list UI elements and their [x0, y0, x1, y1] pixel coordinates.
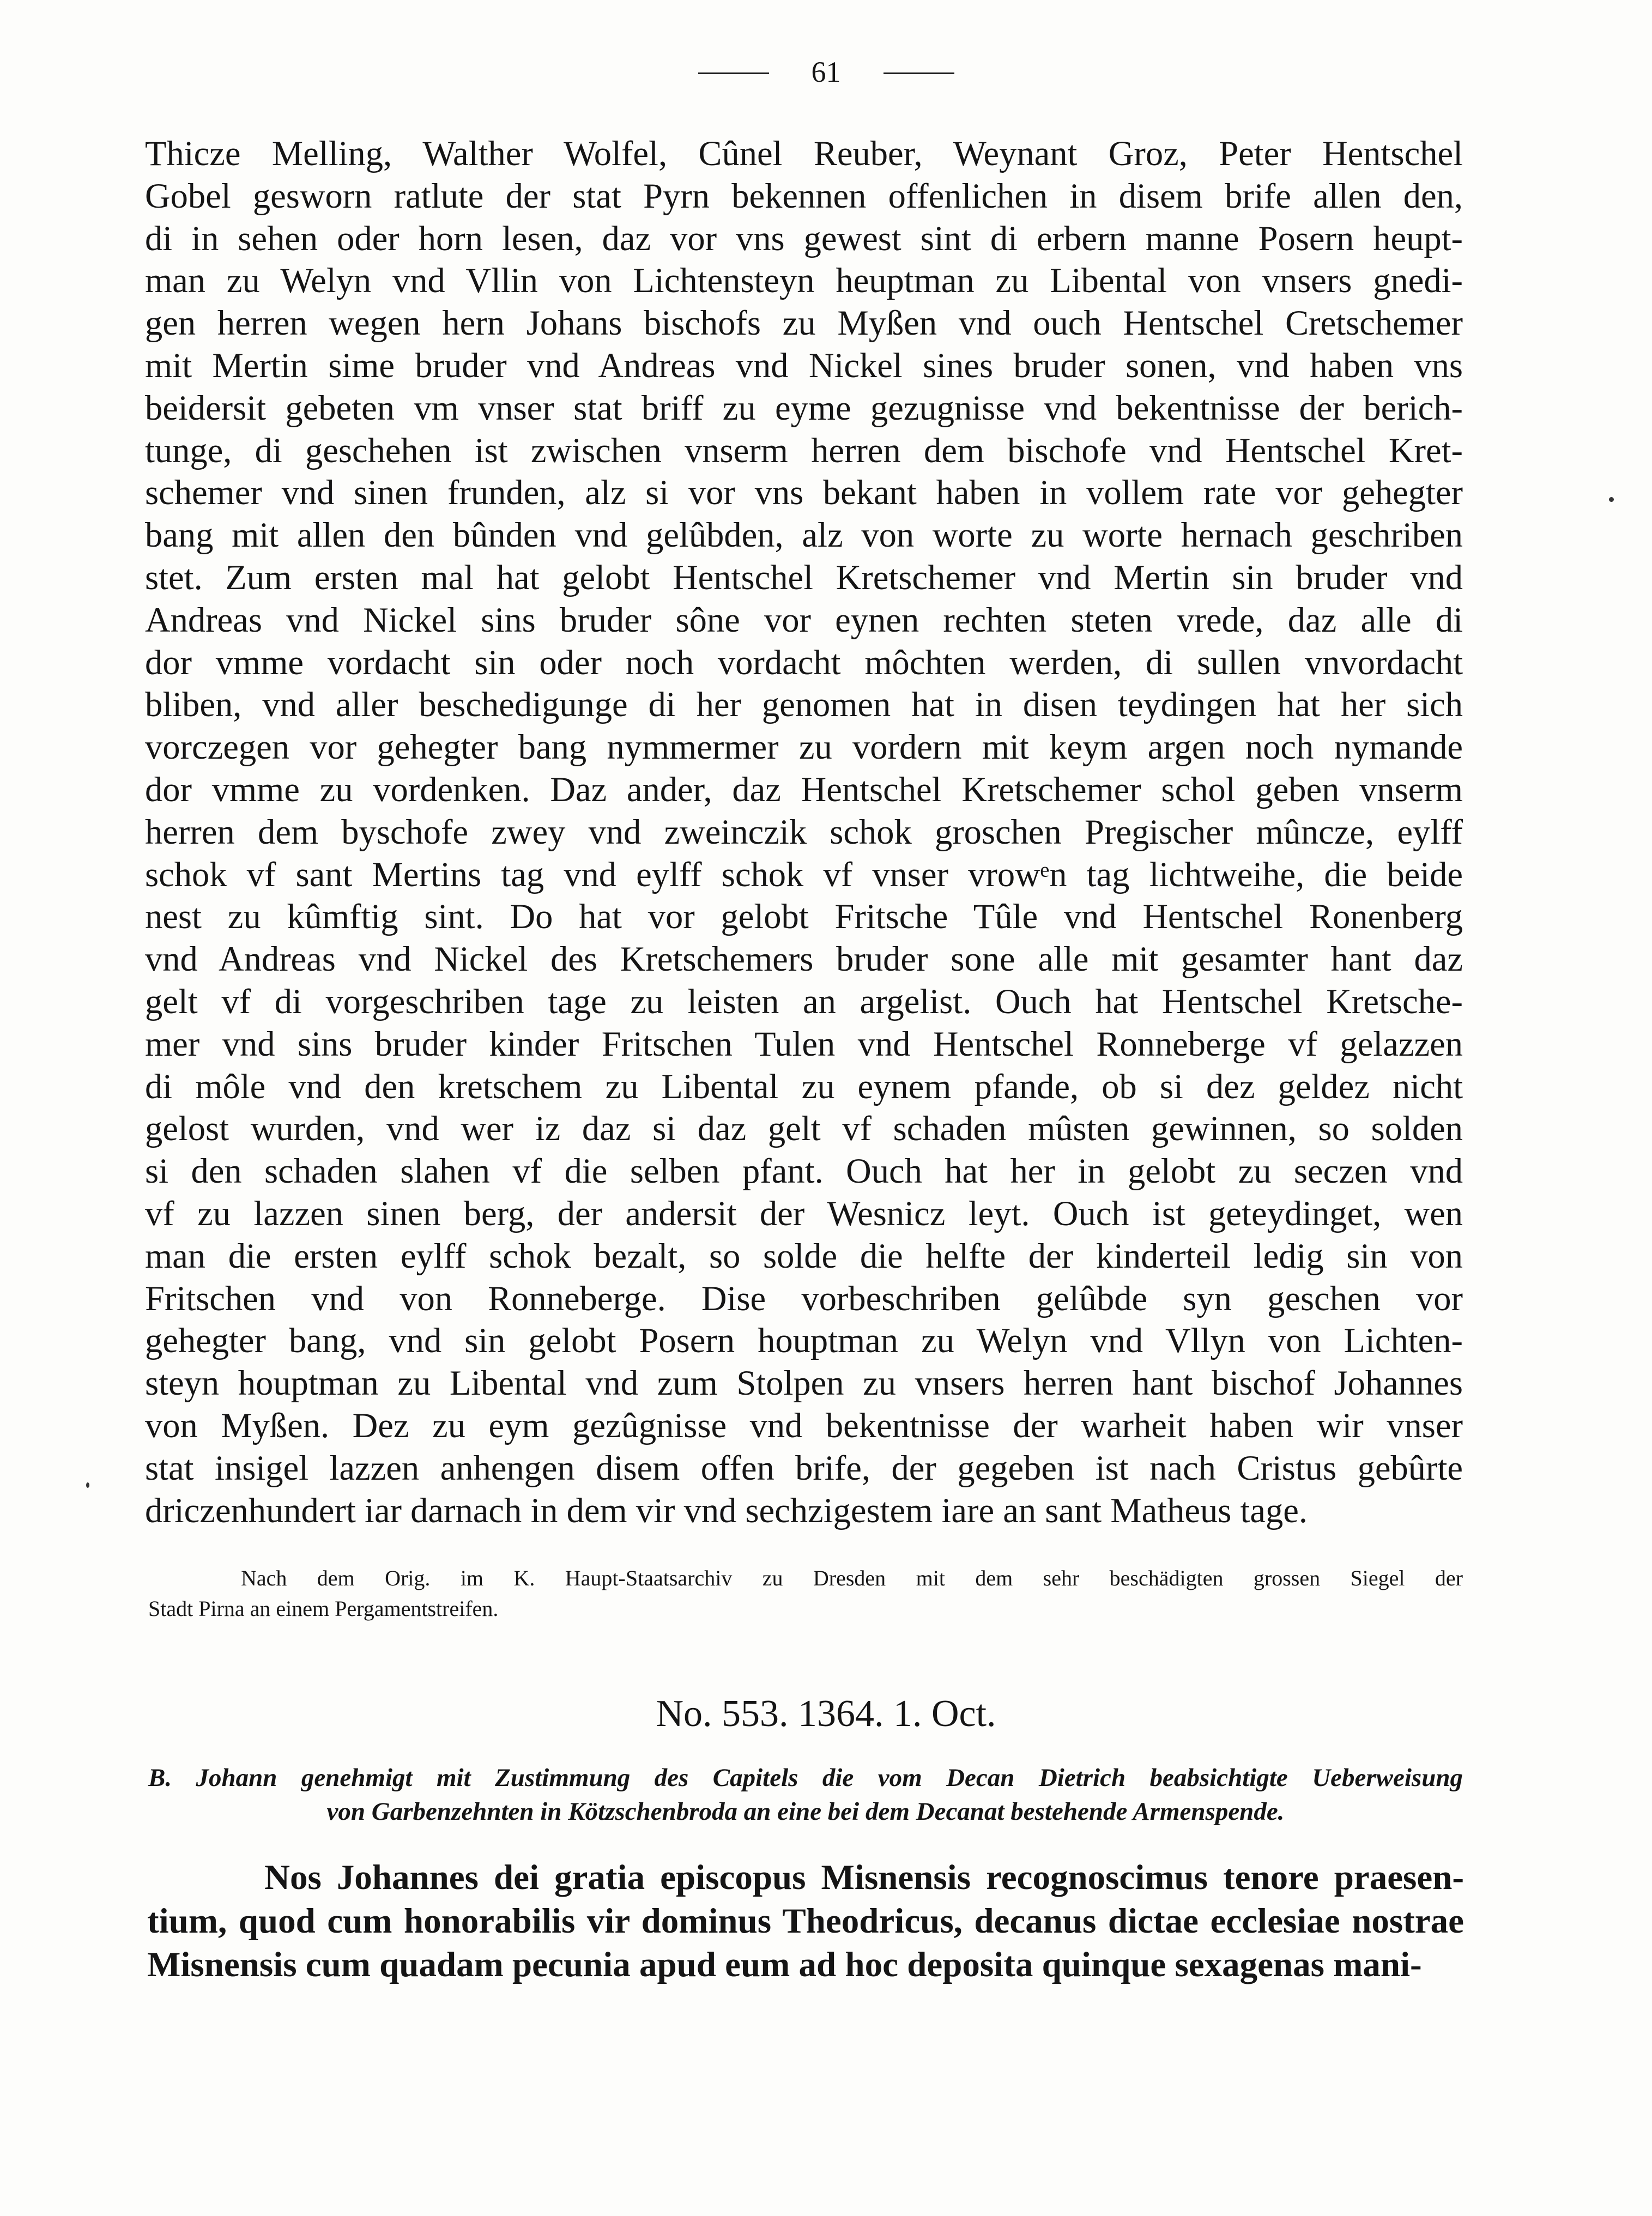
- charter-line: Fritschen vnd von Ronneberge. Dise vorbeschriben gelûbde syn geschen vor: [145, 1279, 1463, 1318]
- latin-charter-text: [147, 1856, 1464, 1987]
- charter-line: bang mit allen den bûnden vnd gelûbden, alz von worte zu worte hernach geschriben: [145, 516, 1463, 555]
- page-header: [0, 57, 1652, 87]
- summary-line: von Garbenzehnten in Kötzschenbroda an eine bei dem Decanat bestehende Armenspende.: [326, 1797, 1285, 1826]
- charter-line: herren dem byschofe zwey vnd zweinczik schok groschen Pregischer mûncze, eylff: [145, 812, 1463, 851]
- charter-line: stat insigel lazzen anhengen disem offen brife, der gegeben ist nach Cristus gebûrte: [145, 1448, 1463, 1487]
- charter-line: von Myßen. Dez zu eym gezûgnisse vnd bekentnisse der warheit haben wir vnser: [145, 1406, 1463, 1445]
- charter-line: vnd Andreas vnd Nickel des Kretschemers bruder sone alle mit gesamter hant daz: [145, 940, 1463, 979]
- archival-note: [148, 1563, 1463, 1624]
- charter-line: gen herren wegen hern Johans bischofs zu Myßen vnd ouch Hentschel Cretschemer: [145, 304, 1463, 343]
- document-number-heading: No. 553. 1364. 1. Oct.: [656, 1693, 996, 1735]
- margin-mark: [1609, 497, 1614, 502]
- document-summary: [148, 1761, 1463, 1828]
- latin-line: Misnensis cum quadam pecunia apud eum ad hoc deposita quinque sexagenas mani-: [147, 1945, 1422, 1984]
- note-line: Nach dem Orig. im K. Haupt-Staatsarchiv zu Dresden mit dem sehr beschädigten grossen Siegel der: [241, 1566, 1463, 1590]
- header-rule-right: [884, 72, 954, 74]
- charter-line: dor vmme vordacht sin oder noch vordacht môchten werden, di sullen vnvordacht: [145, 643, 1463, 682]
- charter-text: [145, 132, 1463, 1531]
- note-line: Stadt Pirna an einem Pergamentstreifen.: [148, 1596, 499, 1621]
- charter-line: stet. Zum ersten mal hat gelobt Hentschel Kretschemer vnd Mertin sin bruder vnd: [145, 558, 1463, 597]
- page-number: 61: [811, 56, 841, 88]
- charter-line: vorczegen vor gehegter bang nymmermer zu vordern mit keym argen noch nymande: [145, 728, 1463, 767]
- latin-line: tium, quod cum honorabilis vir dominus Theodricus, decanus dictae ecclesiae nostrae: [147, 1902, 1464, 1941]
- charter-line: mit Mertin sime bruder vnd Andreas vnd Nickel sines bruder sonen, vnd haben vns: [145, 346, 1463, 385]
- charter-line: Gobel gesworn ratlute der stat Pyrn bekennen offenlichen in disem brife allen den,: [145, 176, 1463, 215]
- charter-line: driczenhundert iar darnach in dem vir vnd sechzigestem iare an sant Matheus tage.: [145, 1491, 1308, 1530]
- charter-line: schemer vnd sinen frunden, alz si vor vns bekant haben in vollem rate vor gehegter: [145, 473, 1463, 512]
- charter-line: di in sehen oder horn lesen, daz vor vns gewest sint di erbern manne Posern heupt-: [145, 219, 1463, 258]
- charter-line: vf zu lazzen sinen berg, der andersit der Wesnicz leyt. Ouch ist geteydinget, wen: [145, 1194, 1463, 1233]
- charter-line: beidersit gebeten vm vnser stat briff zu eyme gezugnisse vnd bekentnisse der berich-: [145, 388, 1463, 427]
- charter-line: Thicze Melling, Walther Wolfel, Cûnel Reuber, Weynant Groz, Peter Hentschel: [145, 134, 1463, 173]
- charter-line: di môle vnd den kretschem zu Libental zu eynem pfande, ob si dez geldez nicht: [145, 1067, 1463, 1106]
- charter-line: nest zu kûmftig sint. Do hat vor gelobt Fritsche Tûle vnd Hentschel Ronenberg: [145, 897, 1463, 936]
- charter-line: gelt vf di vorgeschriben tage zu leisten an argelist. Ouch hat Hentschel Kretsche-: [145, 982, 1463, 1021]
- summary-line: B. Johann genehmigt mit Zustimmung des Capitels die vom Decan Dietrich beabsichtigte Ueberweisung: [148, 1764, 1463, 1792]
- charter-line: man die ersten eylff schok bezalt, so solde die helfte der kinderteil ledig sin von: [145, 1236, 1463, 1275]
- charter-line: schok vf sant Mertins tag vnd eylff schok vf vnser vrowᵉn tag lichtweihe, die beide: [145, 855, 1463, 894]
- charter-line: steyn houptman zu Libental vnd zum Stolpen zu vnsers herren hant bischof Johannes: [145, 1364, 1463, 1403]
- charter-line: bliben, vnd aller beschedigunge di her genomen hat in disen teydingen hat her sich: [145, 685, 1463, 724]
- charter-line: si den schaden slahen vf die selben pfant. Ouch hat her in gelobt zu seczen vnd: [145, 1152, 1463, 1191]
- latin-line: Nos Johannes dei gratia episcopus Misnensis recognoscimus tenore praesen-: [264, 1858, 1464, 1897]
- charter-line: Andreas vnd Nickel sins bruder sône vor eynen rechten steten vrede, daz alle di: [145, 600, 1463, 639]
- margin-mark: [86, 1482, 89, 1488]
- charter-line: mer vnd sins bruder kinder Fritschen Tulen vnd Hentschel Ronneberge vf gelazzen: [145, 1024, 1463, 1063]
- charter-line: man zu Welyn vnd Vllin von Lichtensteyn heuptman zu Libental von vnsers gnedi-: [145, 261, 1463, 300]
- charter-line: gelost wurden, vnd wer iz daz si daz gelt vf schaden mûsten gewinnen, so solden: [145, 1109, 1463, 1148]
- charter-line: gehegter bang, vnd sin gelobt Posern houptman zu Welyn vnd Vllyn von Lichten-: [145, 1321, 1463, 1360]
- charter-line: tunge, di geschehen ist zwischen vnserm herren dem bischofe vnd Hentschel Kret-: [145, 431, 1463, 470]
- header-rule-left: [698, 72, 769, 74]
- charter-line: dor vmme zu vordenken. Daz ander, daz Hentschel Kretschemer schol geben vnserm: [145, 770, 1463, 809]
